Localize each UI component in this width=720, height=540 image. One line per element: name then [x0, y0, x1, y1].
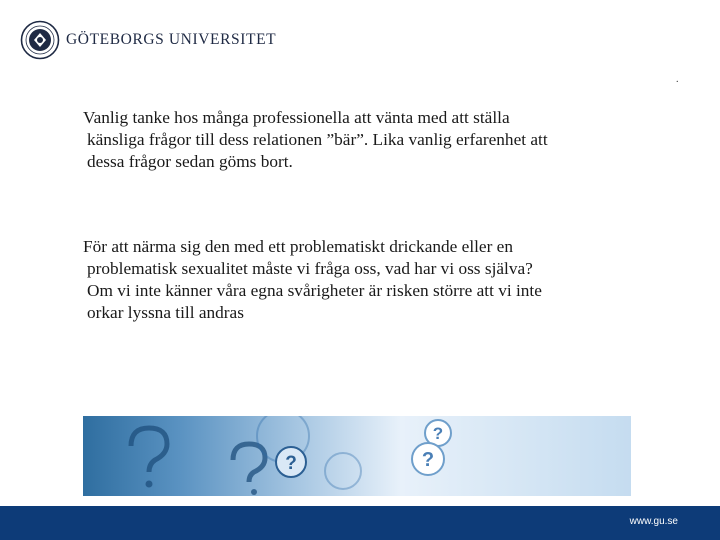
paragraph-1-line: dessa frågor sedan göms bort. — [87, 152, 293, 171]
question-marks-banner-image — [83, 416, 631, 496]
paragraph-1-line: känsliga frågor till dess relationen ”bär”. Lika vanlig erfarenhet att — [87, 130, 548, 149]
paragraph-2-line: orkar lyssna till andras — [87, 303, 244, 322]
stray-mark: . — [676, 74, 679, 85]
paragraph-1 — [83, 107, 643, 173]
paragraph-2-line: problematisk sexualitet måste vi fråga oss, vad har vi oss själva? — [87, 259, 533, 278]
question-marks-icon — [83, 416, 631, 496]
website-link[interactable]: www.gu.se — [629, 516, 678, 527]
svg-text:?: ? — [432, 424, 444, 443]
paragraph-1-line: Vanlig tanke hos många professionella att vänta med att ställa — [83, 108, 510, 127]
header — [20, 18, 276, 62]
svg-text:?: ? — [285, 453, 297, 474]
svg-text:?: ? — [421, 449, 435, 471]
paragraph-2 — [83, 236, 643, 324]
paragraph-2-line: För att närma sig den med ett problematiskt drickande eller en — [83, 237, 513, 256]
paragraph-2-line: Om vi inte känner våra egna svårigheter är risken större att vi inte — [87, 281, 542, 300]
university-name: GÖTEBORGS UNIVERSITET — [66, 31, 277, 48]
footer-bar — [0, 506, 720, 540]
university-seal-icon — [20, 20, 60, 60]
